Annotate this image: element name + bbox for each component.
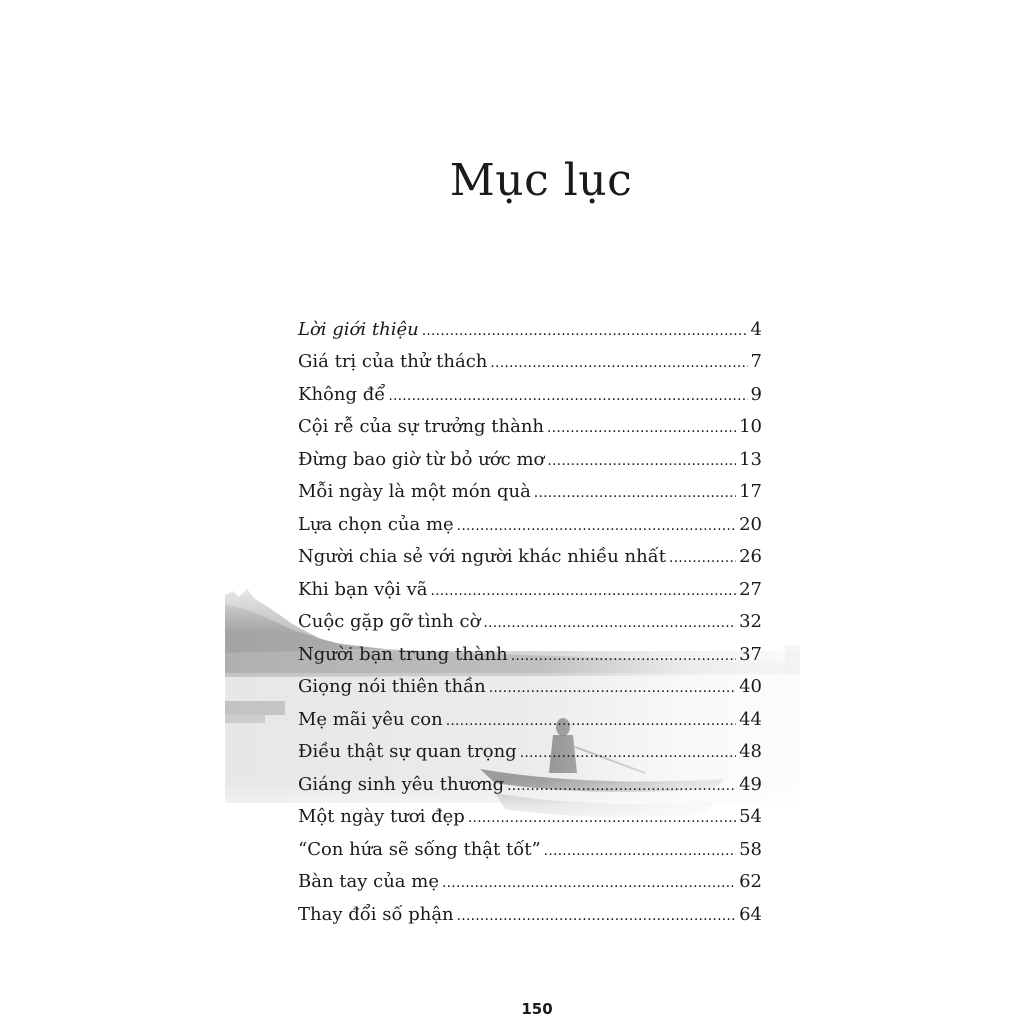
toc-entry (298, 666, 762, 699)
toc-entry-title: Mỗi ngày là một món quà (298, 481, 531, 502)
toc-entry-title: Người bạn trung thành (298, 643, 508, 665)
toc-entry-title: Lựa chọn của mẹ (298, 513, 454, 535)
toc-dot-leader (483, 613, 736, 633)
toc-entry-page: 32 (739, 611, 762, 632)
toc-entry (298, 796, 762, 829)
toc-entry (298, 341, 762, 374)
toc-entry-page: 54 (739, 806, 762, 827)
toc-entry-page: 48 (739, 741, 762, 762)
toc-dot-leader (507, 776, 736, 796)
toc-entry (298, 471, 762, 504)
toc-dot-leader (489, 678, 736, 698)
toc-entry-title: Đừng bao giờ từ bỏ ước mơ (298, 448, 545, 470)
toc-entry (298, 893, 762, 926)
toc-dot-leader (669, 548, 736, 568)
toc-entry (298, 373, 762, 406)
toc-entry (298, 828, 762, 861)
toc-entry-page: 40 (739, 676, 762, 697)
toc-entry-title: Giá trị của thử thách (298, 351, 488, 372)
toc-dot-leader (446, 711, 736, 731)
page-number: 150 (521, 1000, 553, 1018)
toc-entry-page: 44 (739, 708, 762, 730)
toc-dot-leader (544, 841, 736, 861)
toc-entry-title: Không để (298, 383, 386, 405)
toc-entry-title: Người chia sẻ với người khác nhiều nhất (298, 546, 666, 567)
toc-dot-leader (547, 418, 736, 438)
toc-entry (298, 731, 762, 764)
toc-entry-title: Cuộc gặp gỡ tình cờ (298, 611, 481, 632)
toc-entry-page: 20 (739, 513, 762, 535)
toc-entry-title: Khi bạn vội vã (298, 578, 428, 600)
toc-entry (298, 308, 762, 341)
toc-entry (298, 406, 762, 439)
toc-entry-title: Giáng sinh yêu thương (298, 773, 505, 795)
toc-dot-leader (490, 353, 747, 373)
toc-entry (298, 438, 762, 471)
toc-entry (298, 568, 762, 601)
toc-entry (298, 763, 762, 796)
toc-entry (298, 633, 762, 666)
toc-entry (298, 503, 762, 536)
toc-entry (298, 536, 762, 569)
toc-entry-page: 64 (739, 903, 762, 925)
toc-entry-title: Một ngày tươi đẹp (298, 806, 465, 827)
toc-entry-page: 62 (739, 871, 762, 892)
toc-entry-title: Mẹ mãi yêu con (298, 708, 443, 730)
toc-dot-leader (457, 516, 736, 536)
toc-dot-leader (520, 743, 736, 763)
toc-dot-leader (534, 483, 736, 503)
page-title: Mục lục (449, 155, 633, 206)
toc-dot-leader (388, 386, 747, 406)
toc-entry-title: “Con hứa sẽ sống thật tốt” (298, 838, 541, 860)
toc-dot-leader (422, 321, 748, 341)
toc-entry-page: 10 (739, 416, 762, 437)
toc-dot-leader (468, 808, 736, 828)
toc-entry (298, 861, 762, 894)
table-of-contents (298, 308, 762, 926)
toc-entry-page: 7 (750, 351, 762, 372)
toc-dot-leader (442, 873, 736, 893)
toc-entry-title: Cội rễ của sự trưởng thành (298, 416, 545, 437)
toc-entry-page: 9 (750, 383, 762, 405)
toc-entry (298, 601, 762, 634)
toc-entry-title: Bàn tay của mẹ (298, 871, 439, 892)
toc-entry-page: 13 (739, 448, 762, 470)
toc-entry-title: Lời giới thiệu (298, 318, 419, 340)
toc-entry-title: Giọng nói thiên thần (298, 676, 486, 697)
toc-dot-leader (457, 906, 736, 926)
toc-entry-page: 4 (750, 318, 762, 340)
toc-dot-leader (511, 646, 736, 666)
toc-entry-title: Điều thật sự quan trọng (298, 741, 517, 762)
toc-entry-page: 27 (739, 578, 762, 600)
toc-entry-page: 49 (739, 773, 762, 795)
toc-entry (298, 698, 762, 731)
toc-entry-page: 58 (739, 838, 762, 860)
toc-entry-page: 37 (739, 643, 762, 665)
toc-dot-leader (547, 451, 736, 471)
toc-entry-title: Thay đổi số phận (298, 903, 454, 925)
toc-dot-leader (430, 581, 736, 601)
toc-entry-page: 26 (739, 546, 762, 567)
toc-entry-page: 17 (739, 481, 762, 502)
